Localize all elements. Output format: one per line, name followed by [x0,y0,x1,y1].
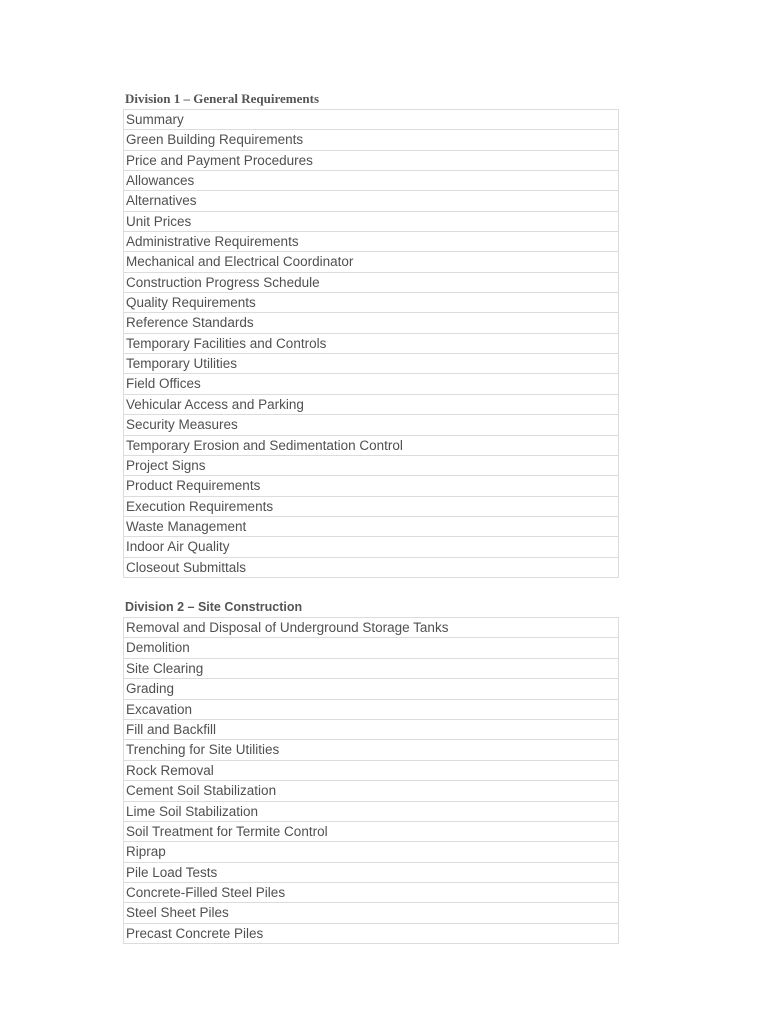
table-row: Vehicular Access and Parking [124,395,618,415]
division-1-heading: Division 1 – General Requirements [125,91,320,106]
division-1-table [123,109,619,578]
table-row: Temporary Utilities [124,354,618,374]
table-row: Execution Requirements [124,497,618,517]
table-row: Trenching for Site Utilities [124,740,618,760]
table-row: Quality Requirements [124,293,618,313]
table-row: Grading [124,679,618,699]
table-row: Project Signs [124,456,618,476]
table-row: Reference Standards [124,313,618,333]
table-row: Steel Sheet Piles [124,903,618,923]
table-row: Riprap [124,842,618,862]
table-row: Indoor Air Quality [124,537,618,557]
table-row: Administrative Requirements [124,232,618,252]
division-2-table [123,617,619,944]
table-row: Closeout Submittals [124,558,618,578]
table-row: Removal and Disposal of Underground Storage Tanks [124,618,618,638]
table-row: Alternatives [124,191,618,211]
table-row: Security Measures [124,415,618,435]
table-row: Excavation [124,700,618,720]
table-row: Pile Load Tests [124,863,618,883]
table-row: Temporary Facilities and Controls [124,334,618,354]
table-row: Cement Soil Stabilization [124,781,618,801]
table-row: Construction Progress Schedule [124,273,618,293]
table-row: Rock Removal [124,761,618,781]
table-row: Mechanical and Electrical Coordinator [124,252,618,272]
division-2-section [123,597,619,944]
table-row: Field Offices [124,374,618,394]
table-row: Site Clearing [124,659,618,679]
table-row: Concrete-Filled Steel Piles [124,883,618,903]
table-row: Waste Management [124,517,618,537]
table-row: Precast Concrete Piles [124,924,618,944]
table-row: Fill and Backfill [124,720,618,740]
table-row: Price and Payment Procedures [124,151,618,171]
table-row: Demolition [124,638,618,658]
division-1-section [123,89,619,578]
table-row: Temporary Erosion and Sedimentation Control [124,436,618,456]
table-row: Green Building Requirements [124,130,618,150]
table-row: Allowances [124,171,618,191]
table-row: Unit Prices [124,212,618,232]
table-row: Soil Treatment for Termite Control [124,822,618,842]
table-row: Product Requirements [124,476,618,496]
table-row: Summary [124,110,618,130]
table-row: Lime Soil Stabilization [124,802,618,822]
division-2-heading: Division 2 – Site Construction [125,600,303,614]
